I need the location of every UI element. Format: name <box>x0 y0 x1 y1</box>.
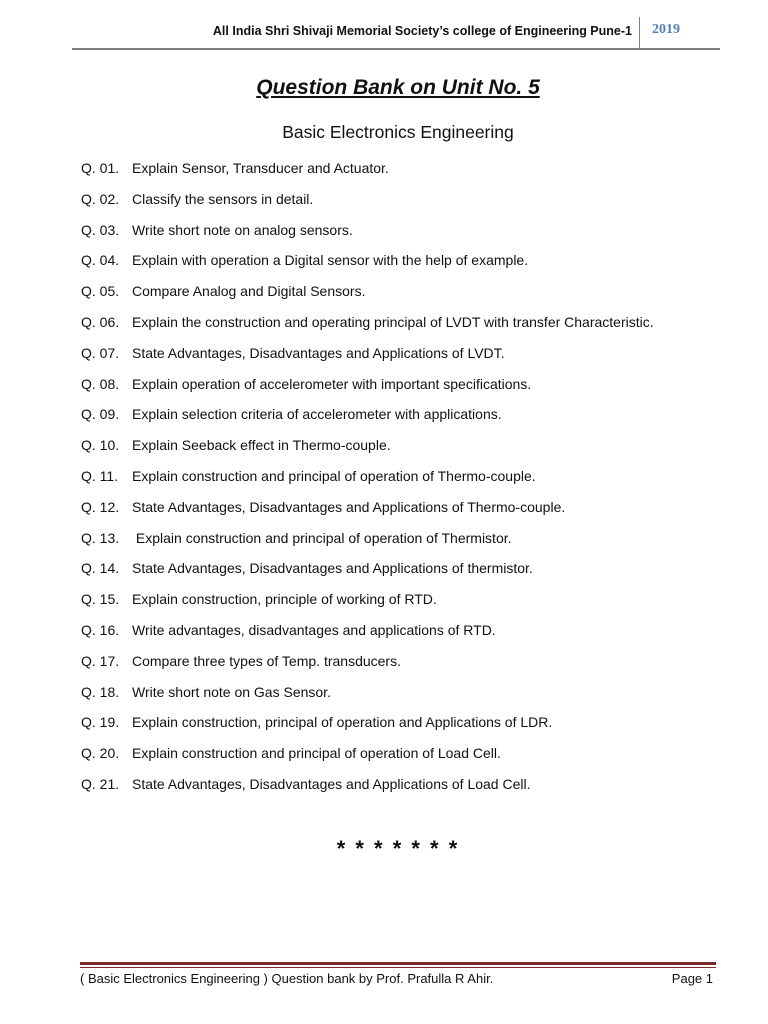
question-number: Q. 13. <box>81 529 120 546</box>
question-text: State Advantages, Disadvantages and Applications of Thermo-couple. <box>132 498 566 515</box>
question-item <box>81 343 721 374</box>
question-text: State Advantages, Disadvantages and Applications of Load Cell. <box>132 775 531 792</box>
question-item <box>81 620 721 651</box>
question-text: Explain construction, principle of working of RTD. <box>132 591 437 608</box>
footer-credit: ( Basic Electronics Engineering ) Question bank by Prof. Prafulla R Ahir. <box>80 971 494 986</box>
question-number: Q. 18. <box>81 683 120 700</box>
question-item <box>81 158 721 189</box>
question-text: Explain construction and principal of operation of Thermistor. <box>132 529 512 546</box>
question-text: Explain with operation a Digital sensor with the help of example. <box>132 252 529 269</box>
question-item <box>81 312 721 343</box>
question-text: State Advantages, Disadvantages and Applications of LVDT. <box>132 344 505 361</box>
header-institution: All India Shri Shivaji Memorial Society’s college of Engineering Pune-1 <box>212 24 632 38</box>
question-list <box>81 158 721 805</box>
footer-rule-thin <box>80 967 716 968</box>
question-number: Q. 14. <box>81 560 120 577</box>
document-title: Question Bank on Unit No. 5 <box>256 76 540 99</box>
question-number: Q. 19. <box>81 714 120 731</box>
document-subtitle: Basic Electronics Engineering <box>282 122 514 142</box>
question-item <box>81 435 721 466</box>
question-text: Write advantages, disadvantages and applications of RTD. <box>132 621 496 638</box>
question-text: Write short note on Gas Sensor. <box>132 683 331 700</box>
question-item <box>81 712 721 743</box>
question-text: Compare Analog and Digital Sensors. <box>132 283 366 300</box>
question-item <box>81 743 721 774</box>
question-text: Explain selection criteria of accelerometer with applications. <box>132 406 502 423</box>
question-text: Classify the sensors in detail. <box>132 190 314 207</box>
question-number: Q. 08. <box>81 375 120 392</box>
question-item <box>81 558 721 589</box>
question-number: Q. 20. <box>81 745 120 762</box>
question-number: Q. 12. <box>81 498 120 515</box>
question-text: Explain operation of accelerometer with important specifications. <box>132 375 532 392</box>
question-number: Q. 06. <box>81 313 120 330</box>
question-item <box>81 189 721 220</box>
header-separator <box>639 17 640 48</box>
footer-rule-thick <box>80 962 716 965</box>
question-item <box>81 374 721 405</box>
question-number: Q. 11. <box>81 467 119 484</box>
question-number: Q. 03. <box>81 221 120 238</box>
question-item <box>81 682 721 713</box>
question-number: Q. 15. <box>81 591 120 608</box>
question-item <box>81 651 721 682</box>
question-number: Q. 05. <box>81 283 120 300</box>
question-number: Q. 04. <box>81 252 120 269</box>
question-number: Q. 07. <box>81 344 120 361</box>
question-item <box>81 497 721 528</box>
page-header <box>72 14 720 50</box>
question-item <box>81 281 721 312</box>
header-year: 2019 <box>652 22 680 37</box>
question-item <box>81 528 721 559</box>
question-text: Explain construction and principal of operation of Thermo-couple. <box>132 467 536 484</box>
page-number: Page 1 <box>671 971 713 986</box>
question-item <box>81 466 721 497</box>
question-item <box>81 589 721 620</box>
question-number: Q. 21. <box>81 775 120 792</box>
question-text: Explain Sensor, Transducer and Actuator. <box>132 160 389 176</box>
question-text: Compare three types of Temp. transducers. <box>132 652 401 669</box>
question-number: Q. 01. <box>81 160 120 176</box>
question-text: Explain construction, principal of operation and Applications of LDR. <box>132 714 553 731</box>
question-number: Q. 16. <box>81 621 120 638</box>
question-item <box>81 404 721 435</box>
question-text: Write short note on analog sensors. <box>132 221 353 238</box>
question-number: Q. 02. <box>81 190 120 207</box>
question-item <box>81 250 721 281</box>
question-number: Q. 10. <box>81 437 120 454</box>
question-text: Explain the construction and operating principal of LVDT with transfer Characteristic. <box>132 313 654 330</box>
question-text: Explain Seeback effect in Thermo-couple. <box>132 437 391 454</box>
question-item <box>81 220 721 251</box>
question-number: Q. 17. <box>81 652 120 669</box>
question-item <box>81 774 721 805</box>
end-marker: * * * * * * * <box>336 836 460 861</box>
question-text: State Advantages, Disadvantages and Applications of thermistor. <box>132 560 533 577</box>
question-number: Q. 09. <box>81 406 120 423</box>
question-text: Explain construction and principal of operation of Load Cell. <box>132 745 501 762</box>
